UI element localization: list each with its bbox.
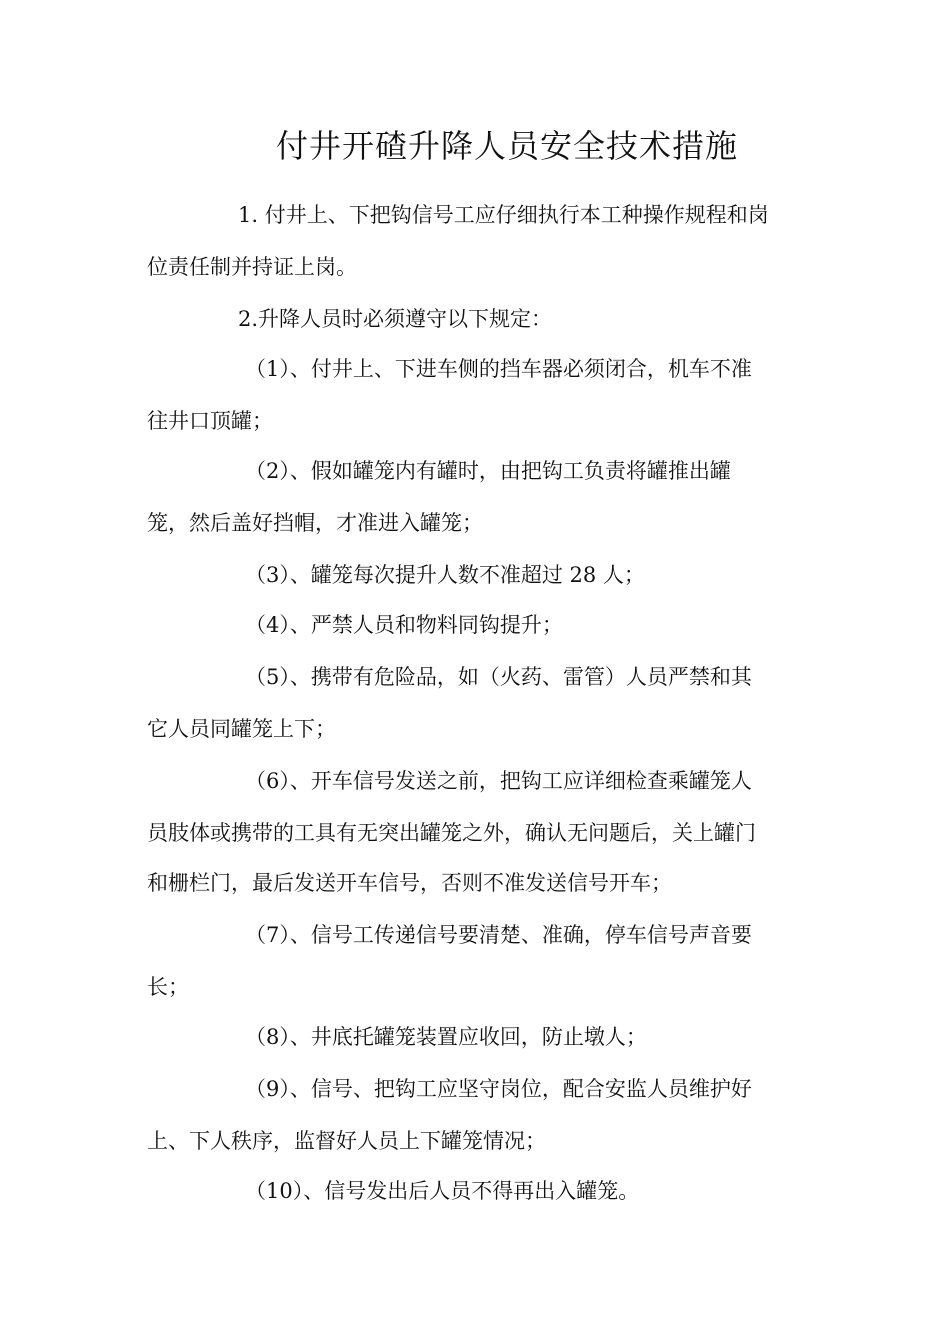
- rule-5-line-2: 它人员同罐笼上下；: [147, 717, 336, 741]
- rule-6-line-3: 和栅栏门，最后发送开车信号，否则不准发送信号开车；: [147, 871, 672, 895]
- rule-8-line-1: （8）、井底托罐笼装置应收回，防止墩人；: [245, 1025, 647, 1049]
- rule-4-line-1: （4）、严禁人员和物料同钩提升；: [245, 613, 563, 637]
- paragraph-1-line-1: 1. 付井上、下把钩信号工应仔细执行本工种操作规程和岗: [238, 203, 769, 227]
- paragraph-2-line-1: 2.升降人员时必须遵守以下规定：: [238, 307, 553, 331]
- rule-10-line-1: （10）、信号发出后人员不得再出入罐笼。: [245, 1179, 640, 1203]
- rule-1-line-1: （1）、付井上、下进车侧的挡车器必须闭合，机车不准: [245, 357, 752, 381]
- rule-6-line-2: 员肢体或携带的工具有无突出罐笼之外，确认无问题后，关上罐门: [147, 821, 756, 845]
- document-title: 付井开碴升降人员安全技术措施: [275, 127, 738, 165]
- rule-2-line-1: （2）、假如罐笼内有罐时，由把钩工负责将罐推出罐: [245, 459, 731, 483]
- rule-1-line-2: 往井口顶罐；: [147, 409, 273, 433]
- rule-5-line-1: （5）、携带有危险品，如（火药、雷管）人员严禁和其: [245, 665, 752, 689]
- rule-9-line-1: （9）、信号、把钩工应坚守岗位，配合安监人员维护好: [245, 1077, 752, 1101]
- rule-9-line-2: 上、下人秩序，监督好人员上下罐笼情况；: [147, 1129, 546, 1153]
- rule-2-line-2: 笼，然后盖好挡帽，才准进入罐笼；: [147, 511, 483, 535]
- rule-3-line-1: （3）、罐笼每次提升人数不准超过 28 人；: [245, 563, 645, 587]
- rule-7-line-2: 长；: [147, 975, 189, 999]
- paragraph-1-line-2: 位责任制并持证上岗。: [147, 255, 357, 279]
- rule-7-line-1: （7）、信号工传递信号要清楚、准确，停车信号声音要: [245, 923, 752, 947]
- rule-6-line-1: （6）、开车信号发送之前，把钩工应详细检查乘罐笼人: [245, 769, 752, 793]
